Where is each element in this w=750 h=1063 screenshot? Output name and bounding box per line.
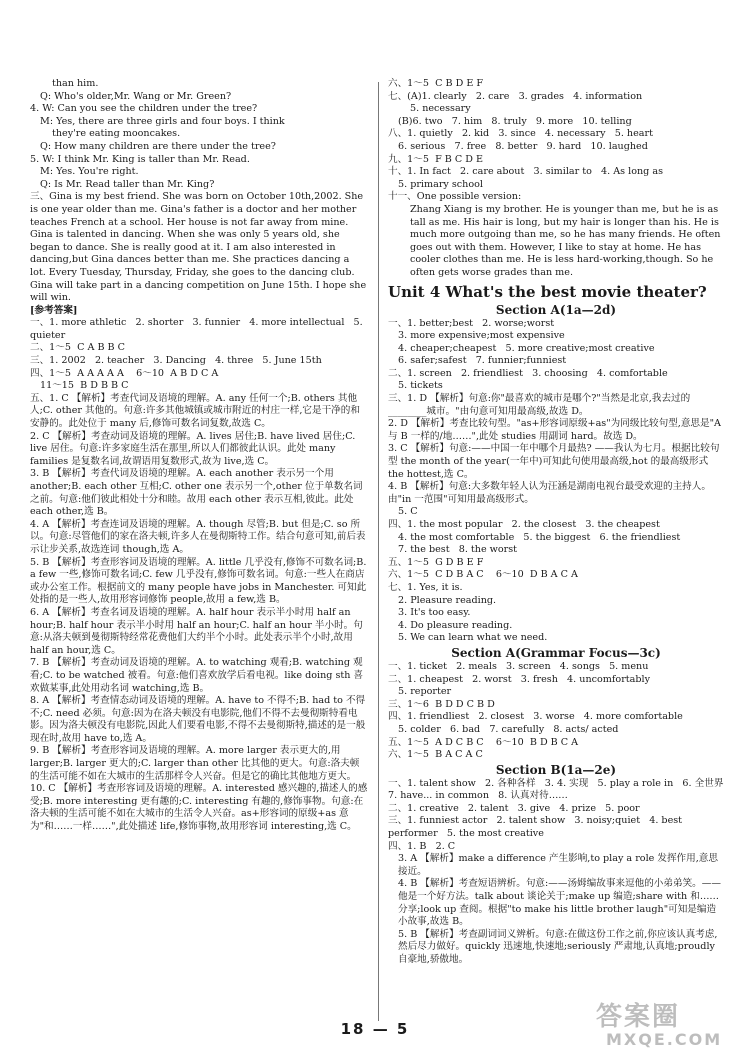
watermark-logo: [596, 1003, 736, 1051]
section-title-b-1a-2e: Section B(1a—2e): [495, 762, 617, 777]
answer-line: 七、(A)1. clearly 2. care 3. grades 4. information: [388, 90, 643, 102]
answer-line: 2. D 【解析】考查比较句型。"as+形容词原级+as"为同级比较句型,意思是"A 与 B 一样的/地……",此处 studies 用副词 hard。故选 D。: [388, 418, 725, 442]
answer-line: 六、1～5 C B D E F: [388, 78, 484, 89]
answer-line: 六、1～5 B A C A C: [388, 749, 483, 761]
answer-line: 三、1. funniest actor 2. talent show 3. noisy;quiet 4. best performer 5. the most creative: [388, 815, 686, 840]
column-divider: [378, 82, 379, 1021]
answer-line: Q: How many children are there under the tree?: [40, 140, 276, 152]
answer-line: 五、1～5 A D C B C 6～10 B D B C A: [388, 736, 579, 748]
answer-line: 2. C 【解析】考查动词及语境的理解。A. lives 居住;B. have lived 居住;C. live 居住。句意:许多家庭生活在那里,所以人们都彼此认识。此处 many families 是复数名词,故谓语用复数形式,故为 live,选 C。: [30, 430, 359, 467]
page-number: 18 — 5: [340, 1020, 410, 1038]
answer-line: than him.: [52, 78, 99, 89]
answer-line: [参考答案]: [30, 304, 78, 316]
answer-line: 4. cheaper;cheapest 5. more creative;most creative: [398, 342, 655, 354]
answer-line: 4. Do pleasure reading.: [398, 619, 513, 631]
answer-line: Q: Is Mr. Read taller than Mr. King?: [40, 178, 215, 190]
section-title-a-grammar: Section A(Grammar Focus—3c): [451, 645, 661, 660]
unit-title: Unit 4 What's the best movie theater?: [388, 282, 707, 301]
answer-line: 5. primary school: [398, 178, 483, 190]
answer-line: 六、1～5 C D B A C 6～10 D B A C A: [388, 569, 578, 581]
answer-line: 6. A 【解析】考查名词及语境的理解。A. half hour 表示半小时用 half an hour;B. half hour 表示半小时用 half an hour;C. half an hour 半小时。句意:从洛夫顿到曼彻斯特经常花费他们大约半个小时。此处表示半个小时,故用 half an hour,选 C。: [30, 606, 363, 656]
answer-line: 5. colder 6. bad 7. carefully 8. acts/ acted: [398, 723, 619, 735]
answer-line: Zhang Xiang is my brother. He is younger than me, but he is as tall as me. His hair is long, but my hair is longer than his. He is much more outgoing than me, so he has many friends. He often goes out with them. However, I like to stay at home. He has cooler clothes than me. He is less hard-working,though. So he often gets worse grades than me.: [410, 203, 724, 278]
answer-line: 二、1. creative 2. talent 3. give 4. prize 5. poor: [388, 802, 640, 814]
answer-line: 6. safer;safest 7. funnier;funniest: [398, 355, 567, 367]
answer-line: 3. It's too easy.: [398, 607, 471, 619]
answer-line: 四、1. the most popular 2. the closest 3. the cheapest: [388, 519, 660, 530]
answer-line: M: Yes. You're right.: [40, 166, 139, 178]
answer-line: they're eating mooncakes.: [52, 128, 181, 140]
answer-line: 5. necessary: [410, 103, 471, 115]
answer-line: 5. C: [398, 506, 418, 518]
answer-line: 11～15 B D B B C: [40, 380, 129, 392]
answer-line: 四、1. B 2. C: [388, 840, 456, 852]
answer-line: 5. B 【解析】考查副词词义辨析。句意:在做这份工作之前,你应该认真考虑,然后尽力做好。quickly 迅速地,快速地;seriously 严肃地,认真地;proudly 自豪地,骄傲地。: [398, 928, 719, 965]
answer-line: 4. B 【解析】考查短语辨析。句意:——汤姆编故事来逗他的小弟弟笑。——他是一个好方法。talk about 谈论关于;make up 编造;share with 和……分享;look up 查阅。根据"to make his little brother laugh"可知是编造小故事,故选 B。: [398, 878, 721, 928]
section-title-a-1a-2d: Section A(1a—2d): [495, 302, 617, 317]
answer-line: 4. B 【解析】句意:大多数年轻人认为汪涵是湖南电视台最受欢迎的主持人。由"in 一范围"可知用最高级形式。: [388, 481, 711, 505]
answer-line: 5. tickets: [398, 380, 443, 392]
answer-line: 一、1. ticket 2. meals 3. screen 4. songs 5. menu: [388, 660, 649, 672]
answer-line: 二、1. screen 2. friendliest 3. choosing 4. comfortable: [388, 367, 668, 379]
answer-line: 4. W: Can you see the children under the tree?: [30, 103, 258, 115]
answer-line: 5. B 【解析】考查形容词及语境的理解。A. little 几乎没有,修饰不可数名词;B. a few 一些,修饰可数名词;C. few 几乎没有,修饰可数名词。句意:一些人在商店或办公室工作。根据前文的 many people have jobs in Manchester. 可知此处指的是一些人,故用形容词修饰 people,故用 a few,选 B。: [30, 556, 370, 606]
answer-line: 四、1～5 A A A A A 6～10 A B D C A: [30, 367, 219, 379]
answer-line: 三、Gina is my best friend. She was born on October 10th,2002. She is one year older than me. Gina's father is a doctor and her mother teaches French at a school. Her house is not far away from mine. Gina is talented in dancing. When she was only 5 years old, she began to dance. She is really good at it. I am also interested in dancing,but Gina dances better than me. She practices dancing a lot. Every Tuesday, Thursday, Friday, she goes to the dancing club. Gina will take part in a dancing competition on June 15th. I hope she will win.: [30, 191, 370, 304]
answer-line: 三、1. D 【解析】句意:你"最喜欢的城市是哪个?"当然是北京,我去过的________城市。"由句意可知用最高级,故选 D。: [388, 393, 691, 417]
answer-line: M: Yes, there are three girls and four boys. I think: [40, 115, 285, 127]
answer-line: 3. more expensive;most expensive: [398, 330, 565, 342]
right-column-top-answers: [388, 78, 724, 280]
answer-line: 一、1. better;best 2. worse;worst: [388, 317, 555, 329]
answer-line: 十一、One possible version:: [388, 191, 522, 203]
right-column: [388, 78, 733, 1023]
answer-line: 一、1. talent show 2. 各种各样 3. 4. 实现 5. play a role in 6. 全世界 7. have... in common 8. 认真对待……: [388, 777, 733, 802]
answer-line: 8. A 【解析】考查情态动词及语境的理解。A. have to 不得不;B. had to 不得不;C. need 必须。句意:因为在洛夫顿没有电影院,他们不得不去曼彻斯特看电影。因为洛夫顿没有电影院,因此人们要看电影,不得不去曼彻斯特,描述的是一般现在时,故用 have to,选 A。: [30, 695, 366, 744]
section-b-1a-2e-answers: [388, 777, 733, 967]
answer-line: 3. C 【解析】句意:——中国一年中哪个月最热? ——我认为七月。根据比较句型 the month of the year(一年中)可知此句使用最高级,hot 的最高级形式 the hottest,选 C。: [388, 443, 720, 480]
answer-line: 五、1. C 【解析】考查代词及语境的理解。A. any 任何一个;B. others 其他人;C. other 其他的。句意:许多其他城镇或城市附近的村庄一样,它是干净的和安静的。此处位于 many 后,修饰可数名词复数,故选 C。: [30, 392, 360, 430]
section-a-grammar-answers: [388, 661, 724, 762]
answer-line: 二、1. cheapest 2. worst 3. fresh 4. uncomfortably: [388, 673, 650, 685]
answer-line: 4. A 【解析】考查连词及语境的理解。A. though 尽管;B. but 但是;C. so 所以。句意:尽管他们的家在洛夫顿,许多人在曼彻斯特工作。结合句意可知,前后表示让步关系,故选连词 though,选 A。: [30, 518, 366, 555]
answer-line: 7. the best 8. the worst: [398, 544, 518, 556]
answer-line: 2. Pleasure reading.: [398, 594, 497, 606]
watermark-main-text: 答案圈: [596, 1002, 681, 1032]
section-a-1a-2d-answers: [388, 318, 724, 645]
answer-line: 二、1～5 C A B B C: [30, 342, 125, 354]
answer-line: 3. B 【解析】考查代词及语境的理解。A. each another 表示另一个用 another;B. each other 互相;C. other one 表示另一个,other 位于单数名词之前。句意:他们彼此相处十分和睦。故用 each other 表示互相,彼此。此处 each other,选 B。: [30, 468, 363, 518]
answer-line: 6. serious 7. free 8. better 9. hard 10. laughed: [398, 140, 648, 152]
answer-line: 一、1. more athletic 2. shorter 3. funnier 4. more intellectual 5. quieter: [30, 317, 366, 341]
answer-line: 5. W: I think Mr. King is taller than Mr. Read.: [30, 153, 250, 165]
answer-line: 10. C 【解析】考查形容词及语境的理解。A. interested 感兴趣的,描述人的感受;B. more interesting 更有趣的;C. interesting 有趣的,修饰事物。句意:在洛夫顿的生活可能不如在大城市的生活令人兴奋。as+形容词的原级+as 意为"和……一样……",此处描述 life,修饰事物,故用形容词 interesting,选 C。: [30, 783, 368, 833]
answer-line: 5. reporter: [398, 686, 452, 698]
answer-line: 3. A 【解析】make a difference 产生影响,to play a role 发挥作用,意思接近。: [398, 853, 718, 877]
answer-line: 五、1～5 G D B E F: [388, 556, 484, 568]
answer-line: 四、1. friendliest 2. closest 3. worse 4. more comfortable: [388, 711, 683, 723]
answer-line: 八、1. quietly 2. kid 3. since 4. necessary 5. heart: [388, 128, 653, 140]
answer-line: 4. the most comfortable 5. the biggest 6. the friendliest: [398, 531, 681, 543]
watermark-sub-text: MXQE.COM: [606, 1030, 723, 1049]
answer-line: 7. B 【解析】考查动词及语境的理解。A. to watching 观看;B. watching 观看;C. to be watched 被看。句意:他们喜欢放学后看电视。like doing sth 喜欢做某事,此处用动名词 watching,选 B。: [30, 657, 364, 694]
answer-line: 七、1. Yes, it is.: [388, 581, 463, 593]
answer-line: 9. B 【解析】考查形容词及语境的理解。A. more larger 表示更大的,用 larger;B. larger 更大的;C. larger than other 比其他的更大。句意:洛夫顿的生活可能不如在大城市的生活那样令人兴奋。但是它的确比其他地方更大。: [30, 745, 360, 782]
answer-line: (B)6. two 7. him 8. truly 9. more 10. telling: [398, 115, 632, 127]
answer-line: 九、1～5 F B C D E: [388, 153, 484, 165]
answer-line: 5. We can learn what we need.: [398, 632, 548, 644]
answer-line: 十、1. In fact 2. care about 3. similar to 4. As long as: [388, 166, 664, 178]
answer-line: 三、1～6 B D D C B D: [388, 698, 495, 710]
answer-line: 三、1. 2002 2. teacher 3. Dancing 4. three 5. June 15th: [30, 355, 322, 367]
left-column: [30, 78, 368, 1023]
answer-line: Q: Who's older,Mr. Wang or Mr. Green?: [40, 90, 232, 102]
